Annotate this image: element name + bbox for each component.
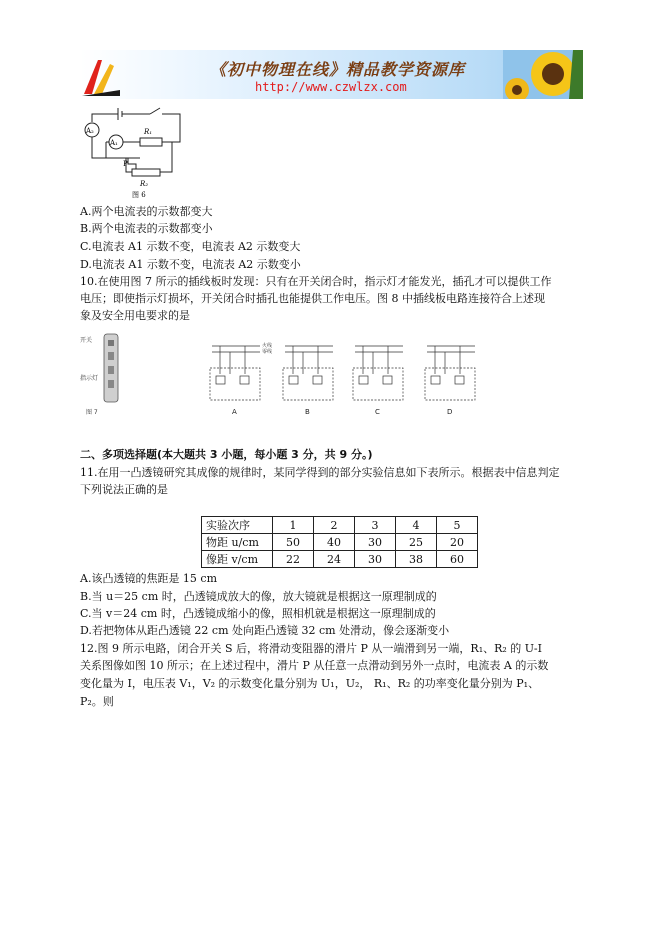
table-cell: 24 xyxy=(314,551,355,568)
fig8-label-b: B xyxy=(305,408,310,416)
table-cell: 50 xyxy=(273,534,314,551)
q12-line-3: 变化量为 I，电压表 V₁，V₂ 的示数变化量分别为 U₁，U₂， R₁、R₂ 的功率变化量分别为 P₁、 xyxy=(80,677,540,690)
q9-option-b: B.两个电流表的示数都变小 xyxy=(80,222,213,235)
table-cell: 30 xyxy=(355,551,396,568)
q11-line-1: 11.在用一凸透镜研究其成像的规律时，某同学得到的部分实验信息如下表所示。根据表中信息判定 xyxy=(80,466,560,479)
fig8-live-wire-label: 火线 xyxy=(262,343,273,349)
table-cell: 4 xyxy=(396,517,437,534)
table-row-header: 物距 u/cm xyxy=(202,534,273,551)
table-cell: 3 xyxy=(355,517,396,534)
section-2-heading: 二、多项选择题(本大题共 3 小题，每小题 3 分，共 9 分。) xyxy=(80,448,373,461)
fig8-label-c: C xyxy=(375,408,380,416)
fig8-neutral-wire-label: 零线 xyxy=(262,349,273,355)
sunflower-image-icon xyxy=(503,50,583,99)
q9-option-d: D.电流表 A1 示数不变，电流表 A2 示数变小 xyxy=(80,258,301,271)
figure-7-8-power-strip xyxy=(80,330,480,420)
fig6-label-a1: A₁ xyxy=(110,139,118,147)
q12-line-4: P₂。则 xyxy=(80,695,114,708)
site-logo-icon xyxy=(80,50,124,99)
fig6-label-p: P xyxy=(123,160,128,168)
fig6-label-r2: R₂ xyxy=(140,180,149,188)
q12-line-1: 12.图 9 所示电路，闭合开关 S 后，将滑动变阻器的滑片 P 从一端滑到另一端，R₁、R₂ 的 U-I xyxy=(80,642,542,655)
fig7-label-switch: 开关 xyxy=(80,337,93,344)
table-row xyxy=(202,551,478,568)
table-cell: 2 xyxy=(314,517,355,534)
table-row xyxy=(202,534,478,551)
table-cell: 25 xyxy=(396,534,437,551)
fig8-label-d: D xyxy=(447,408,453,416)
fig6-label-r1: R₁ xyxy=(144,128,153,136)
q12-line-2: 关系图像如图 10 所示；在上述过程中，滑片 P 从任意一点滑动到另外一点时，电流表 A 的示数 xyxy=(80,659,549,672)
q10-line-1: 10.在使用图 7 所示的插线板时发现：只有在开关闭合时，指示灯才能发光，插孔才可以提供工作 xyxy=(80,275,552,288)
lens-data-table xyxy=(201,516,478,568)
fig8-label-a: A xyxy=(232,408,237,416)
banner-title: 《初中物理在线》精品教学资源库 xyxy=(210,60,466,79)
table-cell: 5 xyxy=(437,517,478,534)
q11-option-a: A.该凸透镜的焦距是 15 cm xyxy=(80,572,218,585)
table-cell: 20 xyxy=(437,534,478,551)
q10-line-2: 电压；即使指示灯损坏，开关闭合时插孔也能提供工作电压。图 8 中插线板电路连接符合上述现 xyxy=(80,292,545,305)
q11-option-c: C.当 v＝24 cm 时，凸透镜成缩小的像，照相机就是根据这一原理制成的 xyxy=(80,607,436,620)
q11-option-b: B.当 u＝25 cm 时，凸透镜成放大的像，放大镜就是根据这一原理制成的 xyxy=(80,590,437,603)
table-row-header: 像距 v/cm xyxy=(202,551,273,568)
table-cell: 38 xyxy=(396,551,437,568)
fig7-label-indicator: 指示灯 xyxy=(80,375,99,382)
q11-option-d: D.若把物体从距凸透镜 22 cm 处向距凸透镜 32 cm 处滑动，像会逐渐变小 xyxy=(80,624,450,637)
banner-url[interactable]: http://www.czwlzx.com xyxy=(255,80,407,94)
q11-line-2: 下列说法正确的是 xyxy=(80,483,168,496)
fig6-caption: 图 6 xyxy=(132,191,146,199)
table-row xyxy=(202,517,478,534)
header-banner xyxy=(80,50,583,99)
q9-option-c: C.电流表 A1 示数不变，电流表 A2 示数变大 xyxy=(80,240,301,253)
q9-option-a: A.两个电流表的示数都变大 xyxy=(80,205,213,218)
table-cell: 1 xyxy=(273,517,314,534)
q10-line-3: 象及安全用电要求的是 xyxy=(80,309,190,322)
fig7-caption: 图 7 xyxy=(86,409,98,416)
table-row-header: 实验次序 xyxy=(202,517,273,534)
table-cell: 60 xyxy=(437,551,478,568)
table-cell: 22 xyxy=(273,551,314,568)
fig6-label-a2: A₂ xyxy=(86,127,94,135)
figure-6-circuit xyxy=(80,102,190,202)
table-cell: 30 xyxy=(355,534,396,551)
table-cell: 40 xyxy=(314,534,355,551)
